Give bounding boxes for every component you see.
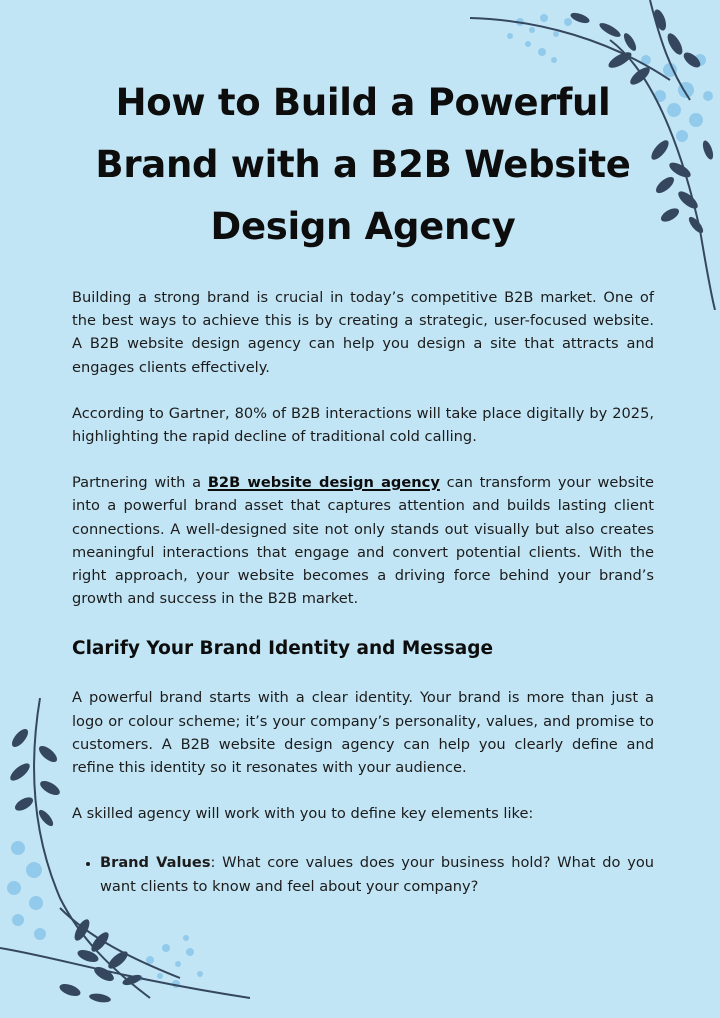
identity-paragraph: A powerful brand starts with a clear identity. Your brand is more than just a logo or colour scheme; it’s your company’s personality, values, and promise to customers. A B2B website design agency can help you clearly define and refine this identity so it resonates with your audience. xyxy=(72,689,654,777)
brand-elements-list xyxy=(72,851,654,897)
partnering-text-start: Partnering with a xyxy=(72,474,208,492)
page-title: How to Build a Powerful Brand with a B2B Website Design Agency xyxy=(95,81,631,248)
partnering-text-end: can transform your website into a powerful brand asset that captures attention and builds lasting client connections. A well-designed site not only stands out visually but also creates meaningful interactions that engage and convert potential clients. With the right approach, your website becomes a driving force behind your brand’s growth and success in the B2B market. xyxy=(72,474,655,608)
partnering-paragraph xyxy=(72,471,654,610)
list-item xyxy=(100,851,654,897)
b2b-agency-link[interactable]: B2B website design agency xyxy=(207,474,440,492)
statistic-paragraph: According to Gartner, 80% of B2B interactions will take place digitally by 2025, highlighting the rapid decline of traditional cold calling. xyxy=(72,404,654,446)
list-item-text: : What core values does your business hold? What do you want clients to know and feel about your company? xyxy=(100,854,655,895)
list-item-term: Brand Values xyxy=(100,854,211,872)
agency-elements-paragraph: A skilled agency will work with you to define key elements like: xyxy=(72,805,534,823)
article xyxy=(72,72,654,898)
intro-paragraph: Building a strong brand is crucial in today’s competitive B2B market. One of the best ways to achieve this is by creating a strategic, user-focused website. A B2B website design agency can help you design a site that attracts and engages clients effectively. xyxy=(72,289,654,376)
section-heading: Clarify Your Brand Identity and Message xyxy=(72,638,494,660)
